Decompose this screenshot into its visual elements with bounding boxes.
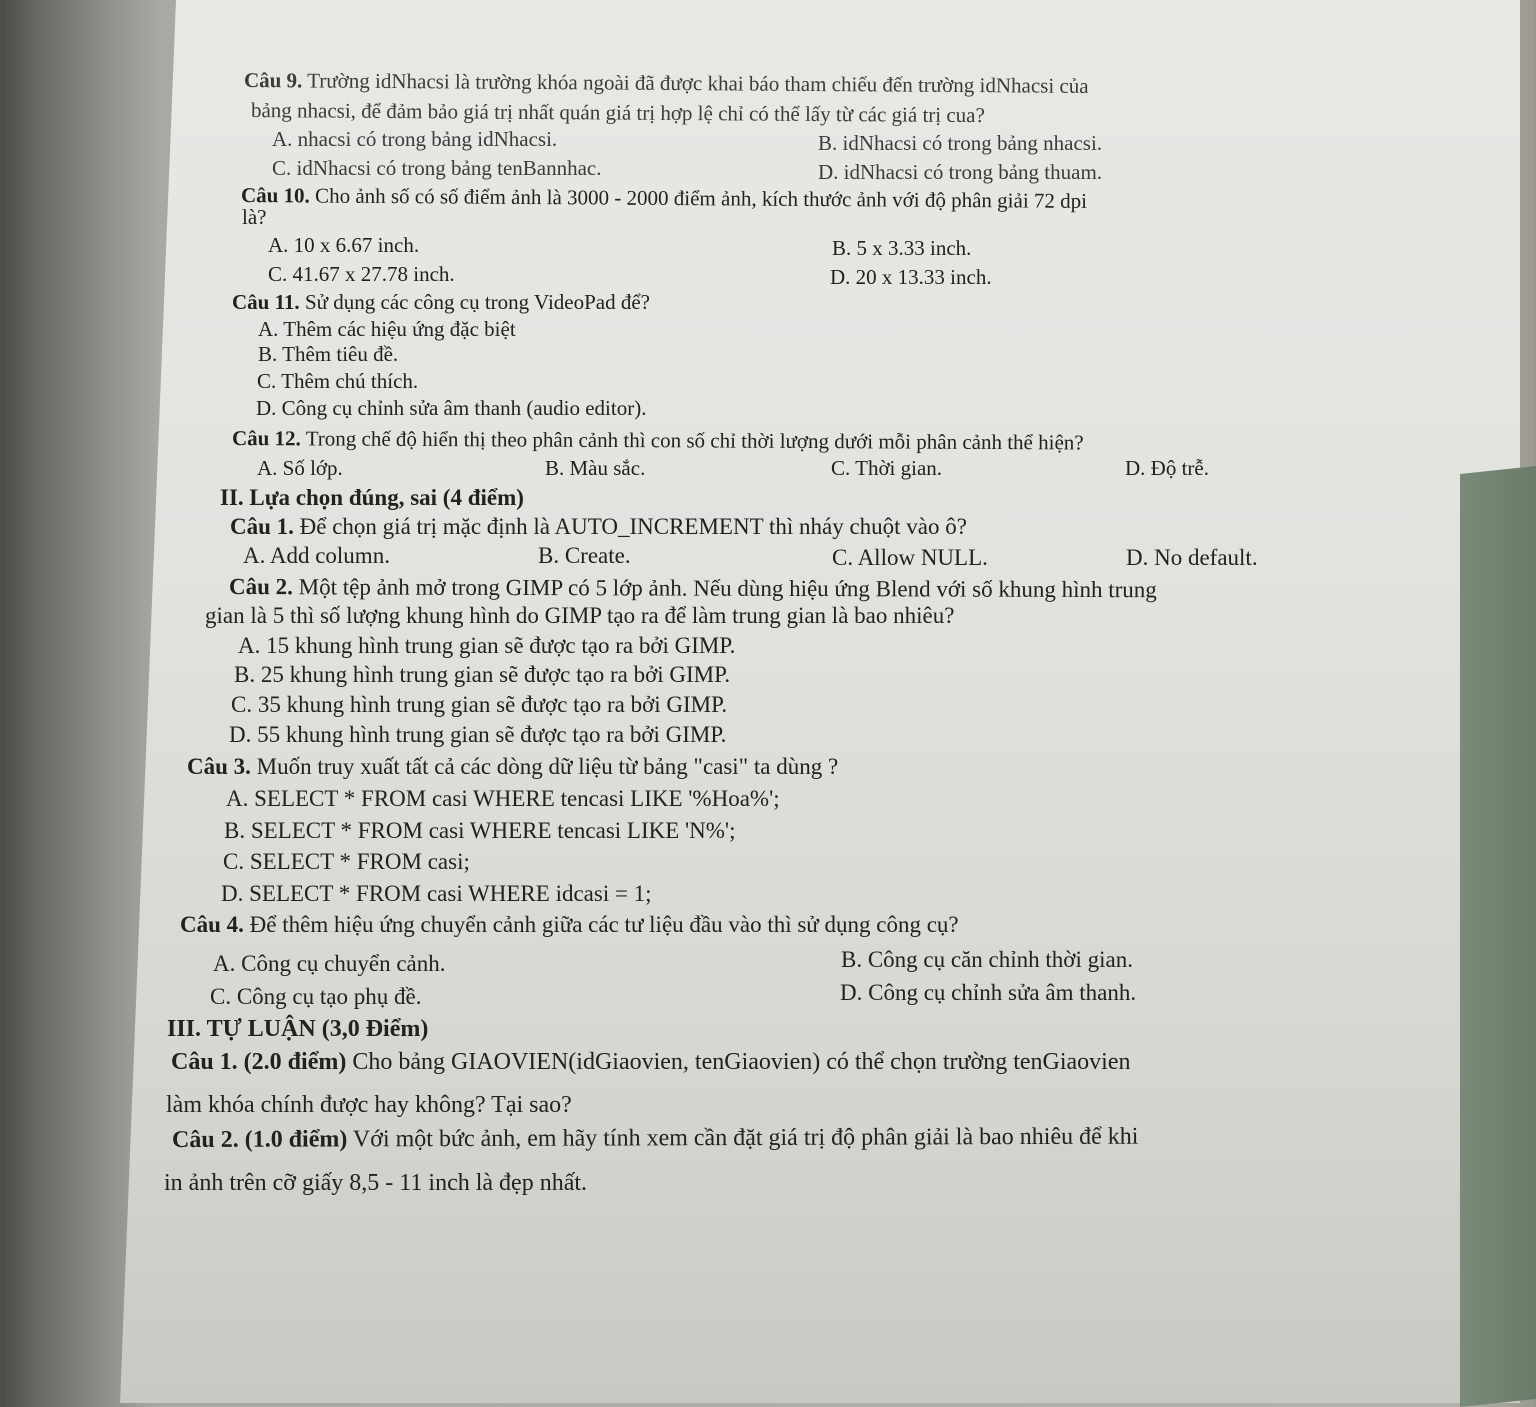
s2q4-text: Để thêm hiệu ứng chuyển cảnh giữa các tư liệu đầu vào thì sử dụng công cụ? xyxy=(249,912,959,937)
s2q2-option-a: A. 15 khung hình trung gian sẽ được tạo ra bởi GIMP. xyxy=(238,633,736,658)
q12-option-c: C. Thời gian. xyxy=(831,456,943,480)
s2q4-option-a: A. Công cụ chuyển cảnh. xyxy=(213,951,446,976)
s2q1-option-a: A. Add column. xyxy=(243,543,390,568)
s3q1-text-2: làm khóa chính được hay không? Tại sao? xyxy=(166,1092,572,1118)
paper-fold-edge xyxy=(1460,466,1536,1407)
q11-label: Câu 11. xyxy=(232,290,300,314)
s2q1-option-b: B. Create. xyxy=(538,543,631,568)
s2q2-option-d: D. 55 khung hình trung gian sẽ được tạo ra bởi GIMP. xyxy=(229,722,727,747)
q10-text-1: Cho ảnh số có số điểm ảnh là 3000 - 2000 điểm ảnh, kích thước ảnh với độ phân giải 72 dpi xyxy=(315,183,1088,213)
s2q4-option-c: C. Công cụ tạo phụ đề. xyxy=(210,984,422,1009)
s2q3-option-d: D. SELECT * FROM casi WHERE idcasi = 1; xyxy=(221,881,652,906)
s2q3-label: Câu 3. xyxy=(187,754,251,779)
q12-option-a: A. Số lớp. xyxy=(257,456,343,480)
s2q2-line-1 xyxy=(229,574,1157,603)
q11-line xyxy=(232,290,650,315)
s2q3-text: Muốn truy xuất tất cả các dòng dữ liệu từ bảng "casi" ta dùng ? xyxy=(256,754,839,779)
s2q4-label: Câu 4. xyxy=(180,912,244,937)
s3q2-line-1 xyxy=(172,1124,1138,1154)
q11-text: Sử dụng các công cụ trong VideoPad để? xyxy=(304,290,651,314)
s2q3-line xyxy=(187,754,838,780)
s3q1-line-1 xyxy=(171,1049,1131,1076)
s2q2-text-2: gian là 5 thì số lượng khung hình do GIMP tạo ra để làm trung gian là bao nhiêu? xyxy=(205,603,955,628)
q10-label: Câu 10. xyxy=(240,183,310,208)
s2q4-option-d: D. Công cụ chỉnh sửa âm thanh. xyxy=(840,980,1137,1005)
s3q2-label: Câu 2. (1.0 điểm) xyxy=(171,1126,348,1153)
q12-option-d: D. Độ trễ. xyxy=(1125,456,1209,480)
s2q2-label: Câu 2. xyxy=(228,574,293,600)
q10-option-d: D. 20 x 13.33 inch. xyxy=(830,265,992,289)
q10-text-2: là? xyxy=(242,205,267,229)
section-2-title: II. Lựa chọn đúng, sai (4 điểm) xyxy=(220,485,524,510)
s2q1-option-c: C. Allow NULL. xyxy=(832,545,988,570)
s2q3-option-c: C. SELECT * FROM casi; xyxy=(223,849,470,874)
q11-option-c: C. Thêm chú thích. xyxy=(257,369,419,393)
s2q3-option-a: A. SELECT * FROM casi WHERE tencasi LIKE '%Hoa%'; xyxy=(226,786,780,811)
s2q2-option-b: B. 25 khung hình trung gian sẽ được tạo ra bởi GIMP. xyxy=(234,662,731,687)
q12-text: Trong chế độ hiển thị theo phân cảnh thì con số chỉ thời lượng dưới mỗi phân cảnh thể hiện? xyxy=(305,426,1084,455)
q9-text-1: Trường idNhacsi là trường khóa ngoài đã được khai báo tham chiếu đến trường idNhacsi của xyxy=(307,68,1089,98)
q12-option-b: B. Màu sắc. xyxy=(545,456,646,480)
q9-option-d: D. idNhacsi có trong bảng thuam. xyxy=(818,160,1103,184)
s2q2-text-1: Một tệp ảnh mở trong GIMP có 5 lớp ảnh. Nếu dùng hiệu ứng Blend với số khung hình trung xyxy=(298,574,1157,603)
s2q1-label: Câu 1. xyxy=(230,514,294,539)
q11-option-b: B. Thêm tiêu đề. xyxy=(258,342,399,366)
section-3-title: III. TỰ LUẬN (3,0 Điểm) xyxy=(167,1016,429,1042)
s3q2-text-1: Với một bức ảnh, em hãy tính xem cần đặt giá trị độ phân giải là bao nhiêu để khi xyxy=(352,1123,1139,1153)
s2q4-option-b: B. Công cụ căn chỉnh thời gian. xyxy=(841,947,1133,972)
q9-text-2: bảng nhacsi, để đảm bảo giá trị nhất quán giá trị hợp lệ chỉ có thể lấy từ các giá trị cua? xyxy=(250,98,985,128)
q12-label: Câu 12. xyxy=(231,426,301,451)
s3q2-text-2: in ảnh trên cỡ giấy 8,5 - 11 inch là đẹp nhất. xyxy=(164,1170,588,1196)
s3q1-label: Câu 1. (2.0 điểm) xyxy=(171,1049,347,1075)
q9-label: Câu 9. xyxy=(243,68,303,93)
q10-option-a: A. 10 x 6.67 inch. xyxy=(268,233,420,257)
q9-option-c: C. idNhacsi có trong bảng tenBannhac. xyxy=(272,156,602,180)
q10-option-c: C. 41.67 x 27.78 inch. xyxy=(268,262,455,286)
s2q1-option-d: D. No default. xyxy=(1126,545,1258,570)
s2q3-option-b: B. SELECT * FROM casi WHERE tencasi LIKE 'N%'; xyxy=(224,818,736,843)
q10-option-b: B. 5 x 3.33 inch. xyxy=(832,236,972,260)
s2q4-line xyxy=(180,912,959,938)
q11-option-d: D. Công cụ chỉnh sửa âm thanh (audio editor). xyxy=(256,396,647,420)
q12-line xyxy=(232,426,1084,455)
q9-option-a: A. nhacsi có trong bảng idNhacsi. xyxy=(272,127,558,151)
q11-option-a: A. Thêm các hiệu ứng đặc biệt xyxy=(258,317,516,341)
q9-option-b: B. idNhacsi có trong bảng nhacsi. xyxy=(818,131,1103,155)
s2q1-line xyxy=(230,514,967,540)
s3q1-text-1: Cho bảng GIAOVIEN(idGiaovien, tenGiaovien) có thể chọn trường tenGiaovien xyxy=(352,1049,1131,1075)
s2q1-text: Để chọn giá trị mặc định là AUTO_INCREMENT thì nháy chuột vào ô? xyxy=(299,514,967,539)
s2q2-option-c: C. 35 khung hình trung gian sẽ được tạo ra bởi GIMP. xyxy=(231,692,728,717)
